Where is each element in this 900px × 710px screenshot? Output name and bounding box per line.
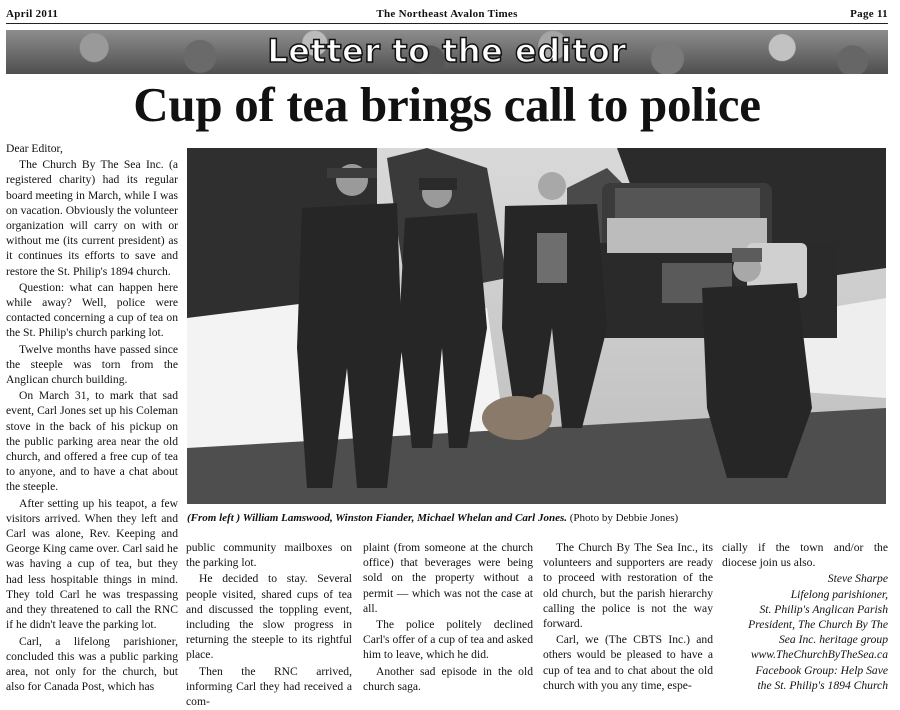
paragraph: Then the RNC arrived, informing Carl they had received a com- bbox=[186, 664, 352, 709]
paragraph: He decided to stay. Several people visited, shared cups of tea and discussed the toppling event, including the slow progress in returning the steeple to its rightful place. bbox=[186, 572, 352, 662]
page-number: Page 11 bbox=[850, 8, 888, 20]
page-header bbox=[6, 6, 888, 22]
paragraph: Carl, a lifelong parishioner, concluded this was a public parking area, not only for the church, but also for Canada Post, which has bbox=[6, 634, 178, 694]
news-photo bbox=[187, 148, 886, 504]
article-column-2 bbox=[186, 540, 352, 710]
caption-credit: (Photo by Debbie Jones) bbox=[569, 512, 679, 524]
article-headline: Cup of tea brings call to police bbox=[133, 77, 761, 132]
section-banner-label: Letter to the editor bbox=[267, 32, 627, 70]
article-column-1 bbox=[6, 141, 178, 695]
paragraph: On March 31, to mark that sad event, Carl Jones set up his Coleman stove in the back of his pickup on the public parking area near the old church, and offered a free cup of tea to anyone, and to have a chat about the steeple. bbox=[6, 389, 178, 494]
signature-line: St. Philip's Anglican Parish bbox=[759, 602, 888, 616]
signature-website: www.TheChurchByTheSea.ca bbox=[750, 648, 888, 662]
publication-name: The Northeast Avalon Times bbox=[376, 8, 518, 20]
paragraph: The Church By The Sea Inc. (a registered charity) had its regular board meeting in March, while I was on vacation. Obviously the volunteer organization will carry on with or without me (its current president) as it continues its efforts to save and restore the St. Philip's 1894 church. bbox=[6, 158, 178, 278]
article-column-5 bbox=[722, 540, 888, 693]
caption-names: (From left ) William Lamswood, Winston Fiander, Michael Whelan and Carl Jones. bbox=[187, 512, 567, 524]
signature-line: Sea Inc. heritage group bbox=[778, 633, 888, 647]
paragraph: Another sad episode in the old church saga. bbox=[363, 664, 533, 693]
article-column-3 bbox=[363, 540, 533, 695]
paragraph: The Church By The Sea Inc., its volunteers and supporters are ready to proceed with restoration of the old church, but the parish hierarchy calling the police is not the way forward. bbox=[543, 541, 713, 631]
paragraph: public community mailboxes on the parking lot. bbox=[186, 541, 352, 570]
photo-caption bbox=[187, 512, 886, 524]
salutation: Dear Editor, bbox=[6, 142, 63, 155]
paragraph: After setting up his teapot, a few visitors arrived. When they left and Carl was alone, Rev. Keeping and George King came over. Carl said he was having a cup of tea, but they had less hospitable things in mind. They told Carl he was trespassing and they threatened to call the RNC if he didn't leave the parking lot. bbox=[6, 496, 178, 632]
signature-line: the St. Philip's 1894 Church bbox=[757, 678, 888, 692]
signature-line: President, The Church By The bbox=[748, 618, 888, 632]
header-rule bbox=[6, 23, 888, 24]
paragraph: Question: what can happen here while away? Well, police were contacted concerning a cup of tea on the St. Philip's church parking lot. bbox=[6, 280, 178, 340]
article-column-4 bbox=[543, 540, 713, 694]
issue-date: April 2011 bbox=[6, 8, 59, 20]
section-banner bbox=[6, 30, 888, 74]
paragraph: The police politely declined Carl's offer of a cup of tea and asked him to leave, which he did. bbox=[363, 618, 533, 662]
paragraph: Carl, we (The CBTS Inc.) and others would be pleased to have a cup of tea and to chat about the old church with you any time, espe- bbox=[543, 633, 713, 692]
paragraph: cially if the town and/or the diocese join us also. bbox=[722, 541, 888, 570]
signature-line: Lifelong parishioner, bbox=[790, 587, 888, 601]
photo-illustration bbox=[187, 148, 886, 504]
signature-block bbox=[722, 571, 888, 693]
signature-name: Steve Sharpe bbox=[827, 572, 888, 586]
paragraph: plaint (from someone at the church office) that beverages were being sold on the property without a permit — which was not the case at all. bbox=[363, 541, 533, 615]
signature-line: Facebook Group: Help Save bbox=[755, 663, 888, 677]
paragraph: Twelve months have passed since the steeple was torn from the Anglican church building. bbox=[6, 342, 178, 387]
